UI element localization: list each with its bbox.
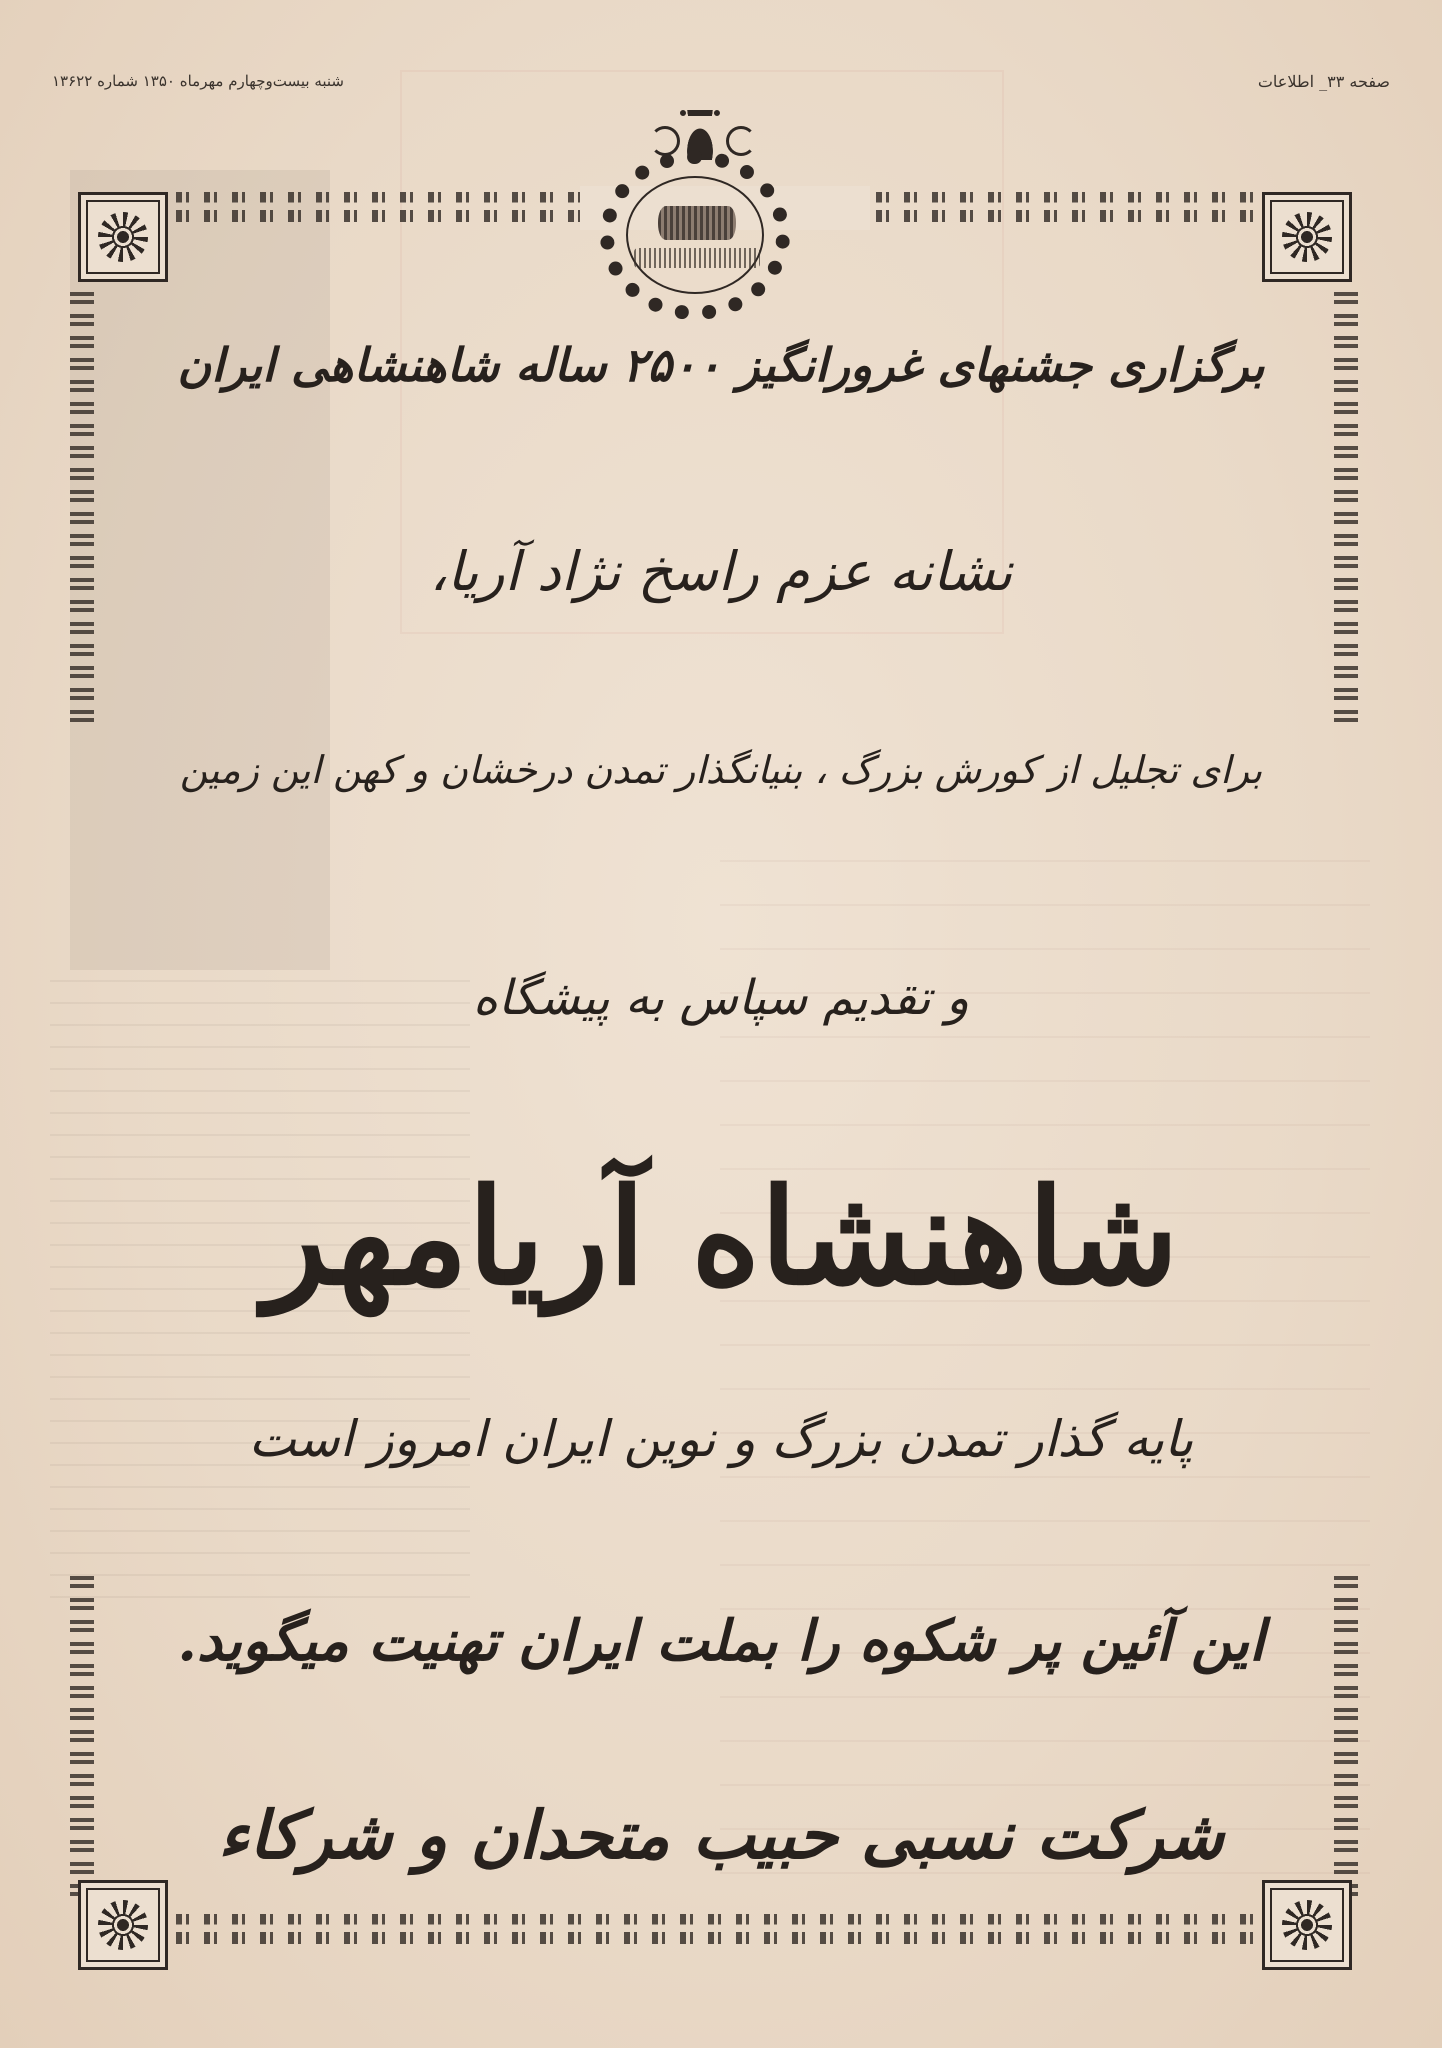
rosette-icon — [98, 212, 148, 262]
rosette-icon — [1282, 1900, 1332, 1950]
line-gratitude: و تقدیم سپاس به پیشگاه — [472, 970, 970, 1026]
line-congratulation: این آئین پر شکوه را بملت ایران تهنیت میگوید. — [177, 1608, 1265, 1674]
corner-rosette-bottom-right — [1262, 1880, 1352, 1970]
rosette-icon — [1282, 212, 1332, 262]
line-cyrus-tribute: برای تجلیل از کورش بزرگ ، بنیانگذار تمدن درخشان و کهن این زمین — [179, 748, 1263, 792]
crown-wing-icon — [726, 126, 756, 156]
cyrus-cylinder-icon — [658, 206, 736, 240]
title-shahanshah-aryamehr: شاهنشاه آریامهر — [263, 1160, 1179, 1315]
corner-rosette-top-right — [1262, 192, 1352, 282]
rosette-icon — [98, 1900, 148, 1950]
sponsor-company: شرکت نسبی حبیب متحدان و شرکاء — [218, 1796, 1224, 1874]
border-bottom — [176, 1914, 1266, 1944]
coat-of-arms-emblem — [600, 110, 800, 330]
masthead-page: صفحه ۳۳_ اطلاعات — [1257, 72, 1390, 91]
headline-celebration: برگزاری جشنهای غرورانگیز ۲۵۰۰ ساله شاهنشاهی ایران — [177, 338, 1265, 392]
masthead-date: شنبه بیست‌وچهارم مهرماه ۱۳۵۰ شماره ۱۳۶۲۲ — [52, 72, 344, 90]
line-aryan-resolve: نشانه عزم راسخ نژاد آریا، — [429, 540, 1013, 603]
corner-rosette-bottom-left — [78, 1880, 168, 1970]
line-founder: پایه گذار تمدن بزرگ و نوین ایران امروز است — [248, 1410, 1194, 1468]
corner-rosette-top-left — [78, 192, 168, 282]
emblem-inscription — [634, 248, 760, 268]
